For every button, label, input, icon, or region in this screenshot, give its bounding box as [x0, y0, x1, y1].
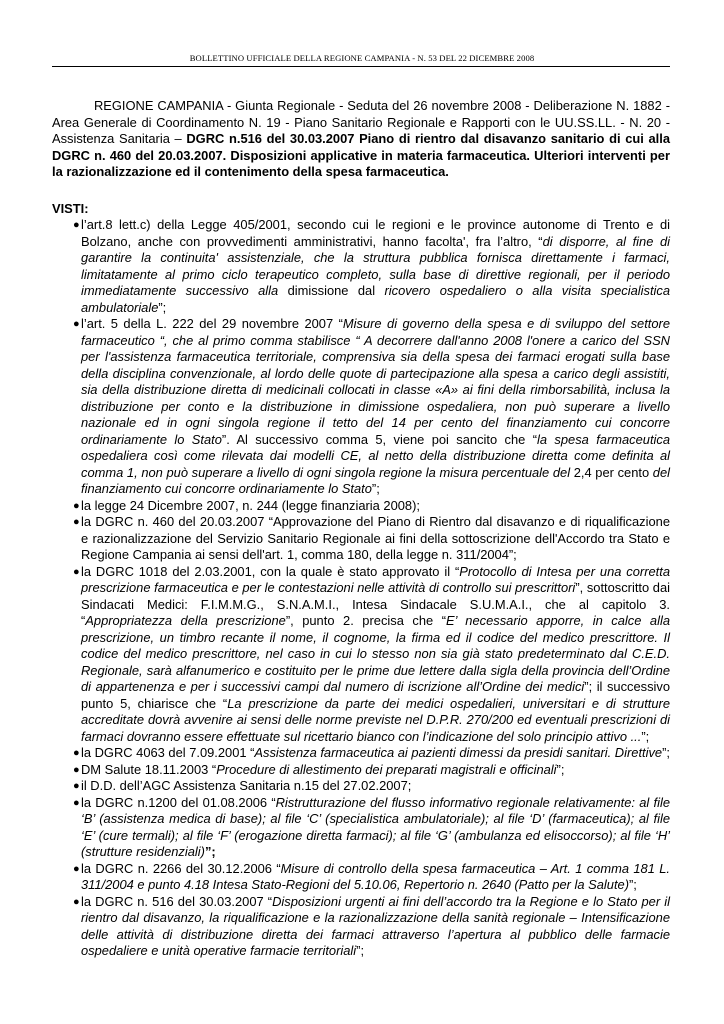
item-text: la DGRC n. 516 del 30.03.2007 “ [81, 893, 273, 909]
list-item [52, 762, 670, 779]
item-text: ”. Al successivo comma 5, viene poi sancito che “ [221, 431, 538, 447]
item-quote: Appropriatezza della prescrizione [85, 613, 286, 628]
item-text: ”; [204, 844, 216, 859]
list-item [52, 861, 670, 894]
item-text: ”; [371, 481, 380, 496]
list-item [52, 514, 670, 564]
item-text: ”; [662, 745, 670, 760]
item-text: ”; il successivo punto 5, chiarisce che “ [81, 679, 671, 711]
item-text: ”; [641, 728, 650, 744]
bullet-icon: ● [73, 219, 80, 231]
document-body [52, 98, 670, 960]
item-quote: di disporre, al fine di garantire la continuita' assistenziale, che la struttura pubblica fornisca direttamente i farmaci, limitatamente al primo ciclo terapeutico completo, sulla base di direttive regionali, per il periodo immediatamente successivo alla [81, 233, 670, 298]
item-text: la legge 24 Dicembre 2007, n. 244 (legge finanziaria 2008); [81, 497, 420, 513]
bullet-icon: ● [73, 318, 80, 330]
item-text: ”; [556, 761, 565, 777]
list-item [52, 564, 670, 746]
item-text: dimissione dal [278, 283, 385, 298]
item-text: ”, sottoscritto dai Sindacati Medici: F.I.M.M.G., S.N.A.M.I., Intesa Sindacale S.U.M.A.I., che al capitolo 3. “ [81, 580, 670, 628]
running-header: BOLLETTINO UFFICIALE DELLA REGIONE CAMPANIA - N. 53 DEL 22 DICEMBRE 2008 [189, 53, 535, 63]
item-quote: Misure di controllo della spesa farmaceutica – Art. 1 comma 181 L. 311/2004 e punto 4.18 Intesa Stato-Regioni del 5.10.06, Repertorio n. 2640 (Patto per la Salute) [81, 860, 670, 892]
item-quote: Procedure di allestimento dei preparati magistrali e officinali [216, 761, 557, 777]
item-quote: Ristrutturazione del flusso informativo regionale relativamente: al file ‘B’ (assistenza medica di base); al file ‘C’ (specialistica ambulatoriale); al file ‘D’ (farmaceutica); al file ‘E’ (cure termali); al file ‘F’ (erogazione diretta farmaci); al file ‘G’ (ambulanza ed elisoccorso); al file ‘H’ (strutture residenziali) [81, 794, 670, 859]
visti-list [52, 217, 670, 960]
intro-bold-text: DGRC n.516 del 30.03.2007 Piano di rientro dal disavanzo sanitario di cui alla DGRC n. 460 del 20.03.2007. Disposizioni applicative in materia farmaceutica. Ulteriori interventi per la razionalizzazione ed il contenimento della spesa farmaceutica. [52, 131, 670, 179]
visti-heading: VISTI: [52, 200, 89, 216]
item-text: il D.D. dell’AGC Assistenza Sanitaria n.15 del 27.02.2007; [81, 778, 412, 793]
intro-plain-text: REGIONE CAMPANIA - Giunta Regionale - Seduta del 26 novembre 2008 - Deliberazione N. 1882 - Area Generale di Coordinamento N. 19 - Piano Sanitario Regionale e Rapporti con le UU.SS.LL. - N. 20 - Assistenza Sanitaria – [52, 98, 670, 146]
list-item [52, 745, 670, 762]
item-quote: Assistenza farmaceutica ai pazienti dimessi da presidi sanitari. Direttive [254, 745, 663, 760]
item-text: l’art. 5 della L. 222 del 29 novembre 2007 “ [81, 316, 343, 331]
intro-paragraph [52, 98, 670, 181]
bullet-icon: ● [73, 780, 80, 792]
item-text: la DGRC n. 2266 del 30.12.2006 “ [81, 860, 281, 876]
item-quote: la spesa farmaceutica ospedaliera così come rilevata dai modelli CE, al netto della distribuzione diretta come definita al comma 1, non può superare a livello di ogni singola regione la misura percentuale del [81, 431, 671, 480]
bullet-icon: ● [73, 862, 80, 875]
item-text: ”, punto 2. precisa che “ [285, 613, 447, 628]
item-text: la DGRC n.1200 del 01.08.2006 “ [81, 794, 276, 810]
item-quote: E’ necessario apporre, in calce alla prescrizione, un timbro recante il nome, il cognome, la firma ed il codice del medico prescrittore. Il codice del medico prescrittore, nel caso in cui lo stesso non sia già stato predeterminato dal C.E.D. Regionale, sarà alfanumerico e costituito per le prime due lettere dalla sigla della provincia dell’Ordine di appartenenza e per i successivi campi dal numero di iscrizione all’Ordine dei medici [81, 613, 670, 694]
bullet-icon: ● [73, 747, 80, 759]
item-text: 2,4 per cento [573, 464, 653, 480]
list-item [52, 316, 670, 498]
list-item [52, 498, 670, 515]
bullet-icon: ● [73, 796, 80, 809]
item-quote: del finanziamento cui concorre ordinariamente lo Stato [81, 464, 670, 496]
item-text: la DGRC 1018 del 2.03.2001, con la quale è stato approvato il “ [81, 563, 460, 579]
item-text: la DGRC 4063 del 7.09.2001 “ [81, 745, 255, 760]
item-text: ”; [356, 943, 365, 958]
item-text: l’art.8 lett.c) della Legge 405/2001, secondo cui le regioni e le province autonome di Trento e di Bolzano, anche con provvedimenti amministrativi, hanno facolta', fra l’altro, “ [81, 217, 670, 249]
item-text: la DGRC n. 460 del 20.03.2007 “Approvazione del Piano di Rientro dal disavanzo e di riqualificazione e razionalizzazione del Servizio Sanitario Regionale ai fini della sottoscrizione dell'Accordo tra Stato e Regione Campania ai sensi dell'art. 1, comma 180, della legge n. 311/2004”; [81, 514, 670, 562]
list-item [52, 217, 670, 316]
item-quote: Misure di governo della spesa e di sviluppo del settore farmaceutico “, che al primo comma stabilisce “ A decorrere dall'anno 2008 l'onere a carico del SSN per l'assistenza farmaceutica territoriale, comprensiva sia della spesa dei farmaci erogati sulla base della disciplina convenzionale, al lordo delle quote di partecipazione alla spesa a carico degli assistiti, sia della distribuzione diretta di medicinali collocati in classe «A» ai fini della rimborsabilità, inclusa la distribuzione per conto e la distribuzione in dimissione ospedaliera, non può superare a livello nazionale ed in ogni singola regione il tetto del 14 per cento del finanziamento cui concorre ordinariamente lo Stato [81, 316, 670, 447]
bullet-icon: ● [73, 895, 80, 908]
list-item [52, 778, 670, 795]
bullet-icon: ● [73, 499, 80, 512]
list-item [52, 795, 670, 861]
bullet-icon: ● [73, 565, 80, 578]
list-item [52, 894, 670, 960]
item-quote: La prescrizione da parte dei medici ospedalieri, universitari e di strutture accreditate dovrà avvenire ai sensi delle norme previste nel D.P.R. 270/200 ed eventuali prescrizioni di farmaci dovranno essere effettuate sul ricettario bianco con l’indicazione del solo principio attivo ... [81, 695, 670, 744]
item-text: ”; [158, 299, 167, 315]
item-quote: ricovero ospedaliero o alla visita specialistica ambulatoriale [81, 283, 671, 315]
item-text: ”; [629, 877, 637, 892]
item-text: DM Salute 18.11.2003 “ [81, 761, 217, 777]
item-quote: Protocollo di Intesa per una corretta prescrizione farmaceutica e per le contestazioni nelle attività di controllo sui prescrittori [81, 563, 671, 595]
item-quote: Disposizioni urgenti ai fini dell’accordo tra la Regione e lo Stato per il rientro dal disavanzo, la riqualificazione e la razionalizzazione della sanità regionale – Intensificazione delle attività di distribuzione diretta dei farmaci attraverso l’apertura al pubblico delle farmacie ospedaliere e unità operative farmacie territoriali [81, 893, 670, 958]
bullet-icon: ● [73, 763, 80, 776]
header-rule [52, 66, 670, 67]
bullet-icon: ● [73, 516, 80, 528]
